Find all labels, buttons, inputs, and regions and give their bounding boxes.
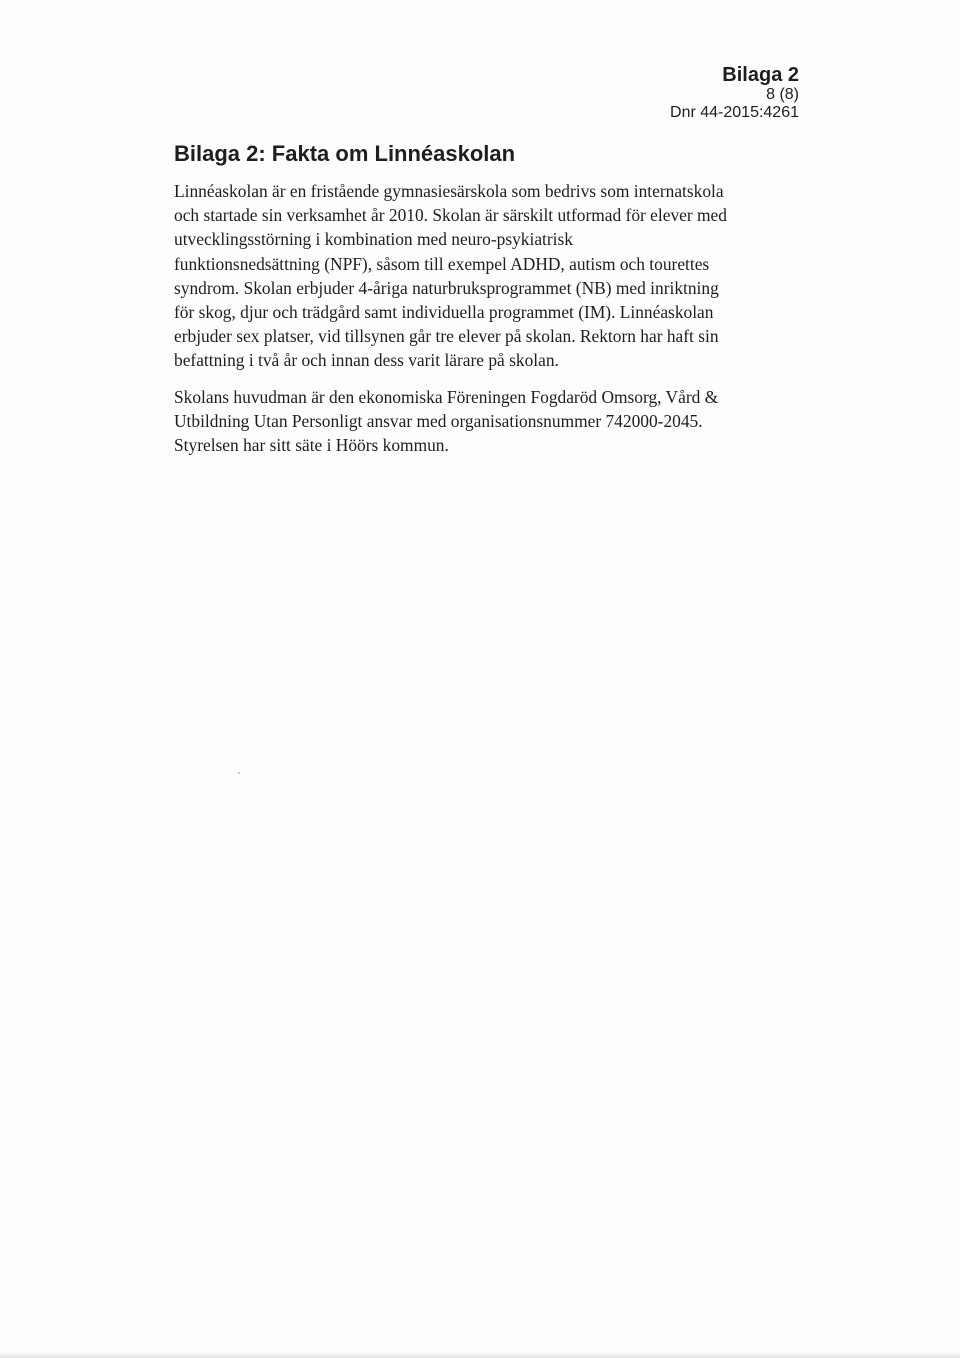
paragraph-line: funktionsnedsättning (NPF), såsom till exempel ADHD, autism och tourettes — [174, 253, 710, 274]
page-number: 8 (8) — [766, 86, 799, 103]
paragraph-line: och startade sin verksamhet år 2010. Skolan är särskilt utformad för elever med — [174, 205, 727, 226]
registration-number: Dnr 44-2015:4261 — [670, 104, 799, 121]
paragraph-line: Utbildning Utan Personligt ansvar med organisationsnummer 742000-2045. — [174, 411, 703, 432]
paragraph-line: Skolans huvudman är den ekonomiska Föreningen Fogdaröd Omsorg, Vård & — [174, 387, 719, 407]
page-header — [670, 64, 799, 122]
paragraph-line: Linnéaskolan är en fristående gymnasiesärskola som bedrivs som internatskola — [174, 181, 724, 201]
document-title: Bilaga 2: Fakta om Linnéaskolan — [174, 141, 516, 166]
paragraph-line: för skog, djur och trädgård samt individuella programmet (IM). Linnéaskolan — [174, 302, 714, 323]
scan-speck — [238, 772, 240, 774]
paragraph-line: befattning i två år och innan dess varit lärare på skolan. — [174, 350, 559, 371]
paragraph-line: Styrelsen har sitt säte i Höörs kommun. — [174, 435, 449, 456]
scan-bottom-edge — [0, 1352, 960, 1358]
paragraph-line: utvecklingsstörning i kombination med neuro-psykiatrisk — [174, 229, 573, 250]
appendix-label: Bilaga 2 — [722, 64, 799, 86]
paragraph-line: erbjuder sex platser, vid tillsynen går tre elever på skolan. Rektorn har haft sin — [174, 326, 719, 347]
paragraph-principal-organizer — [174, 385, 814, 458]
paragraph-line: syndrom. Skolan erbjuder 4-åriga naturbruksprogrammet (NB) med inriktning — [174, 277, 719, 298]
paragraph-school-facts — [174, 179, 814, 373]
